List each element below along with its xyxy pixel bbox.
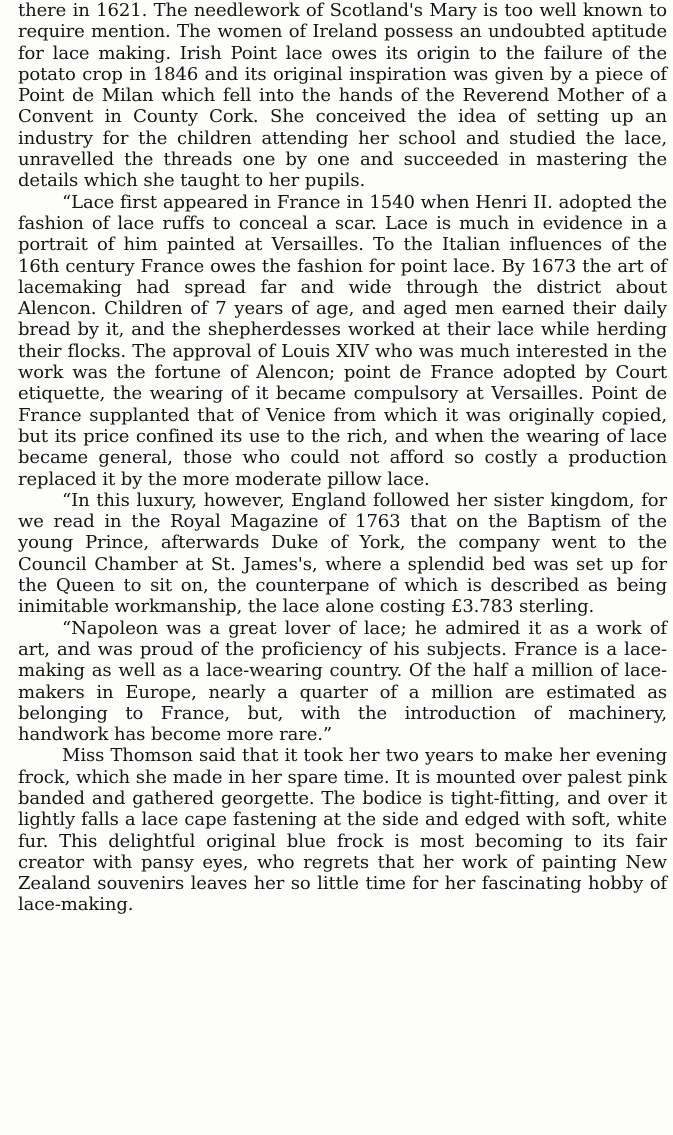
paragraph-england-royal-magazine: “In this luxury, however, England followed her sister kingdom, for we read in the Royal Magazine of 1763 that on the Baptism of the young Prince, afterwards Duke of York, the company went to the Council Chamber at St. James's, where a splendid bed was set up for the Queen to sit on, the counterpane of which is described as being inimitable workmanship, the lace alone costing £3.783 sterling. [18, 489, 667, 618]
paragraph-irish-point-lace: there in 1621. The needlework of Scotland's Mary is too well known to require mention. The women of Ireland possess an undoubted aptitude for lace making. Irish Point lace owes its origin to the failure of the potato crop in 1846 and its original inspiration was given by a piece of Point de Milan which fell into the hands of the Reverend Mother of a Convent in County Cork. She conceived the idea of setting up an industry for the children attending her school and studied the lace, unravelled the threads one by one and succeeded in mastering the details which she taught to her pupils. [18, 0, 667, 192]
paragraph-lace-in-france: “Lace first appeared in France in 1540 when Henri II. adopted the fashion of lace ruffs to conceal a scar. Lace is much in evidence in a portrait of him painted at Versailles. To the Italian influences of the 16th century France owes the fashion for point lace. By 1673 the art of lacemaking had spread far and wide through the district about Alencon. Children of 7 years of age, and aged men earned their daily bread by it, and the shepherdesses worked at their lace while herding their flocks. The approval of Louis XIV who was much interested in the work was the fortune of Alencon; point de France adopted by Court etiquette, the wearing of it became compulsory at Versailles. Point de France supplanted that of Venice from which it was originally copied, but its price confined its use to the rich, and when the wearing of lace became general, those who could not afford so costly a production replaced it by the more moderate pillow lace. [18, 191, 667, 490]
paragraph-napoleon: “Napoleon was a great lover of lace; he admired it as a work of art, and was proud of the proficiency of his subjects. France is a lace-making as well as a lace-wearing country. Of the half a million of lace-makers in Europe, nearly a quarter of a million are estimated as belonging to France, but, with the introduction of machinery, handwork has become more rare.” [18, 617, 667, 746]
paragraph-miss-thomson-frock: Miss Thomson said that it took her two years to make her evening frock, which she made in her spare time. It is mounted over palest pink banded and gathered georgette. The bodice is tight-fitting, and over it lightly falls a lace cape fastening at the side and edged with soft, white fur. This delightful original blue frock is most becoming to its fair creator with pansy eyes, who regrets that her work of painting New Zealand souvenirs leaves her so little time for her fascinating hobby of lace-making. [18, 745, 667, 916]
